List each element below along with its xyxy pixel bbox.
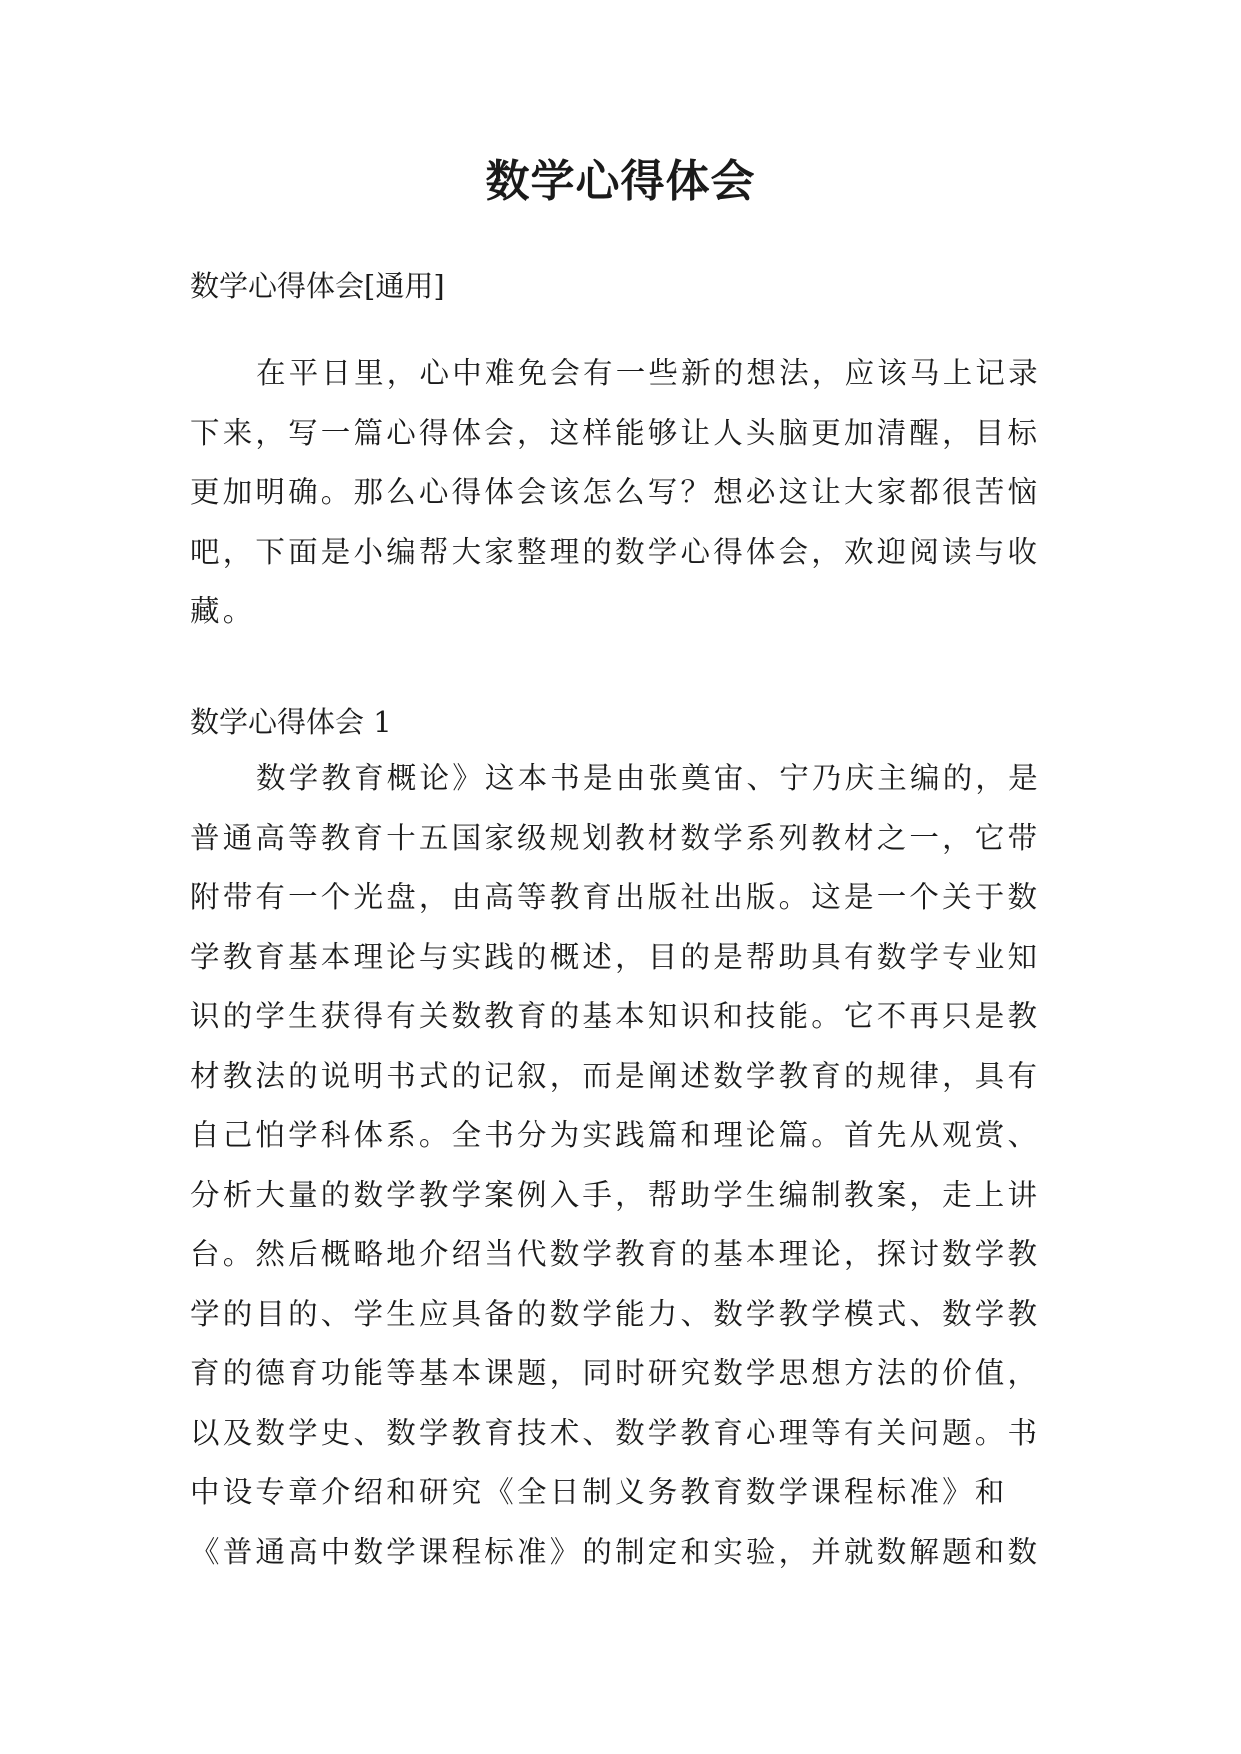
paragraph-line: 台。然后概略地介绍当代数学教育的基本理论，探讨数学教 xyxy=(190,1237,1041,1271)
paragraph-line: 分析大量的数学教学案例入手，帮助学生编制教案，走上讲 xyxy=(190,1177,1041,1212)
body-paragraph xyxy=(190,749,1060,1582)
paragraph-line: 学的目的、学生应具备的数学能力、数学教学模式、数学教 xyxy=(190,1296,1041,1331)
paragraph-line: 自己怕学科体系。全书分为实践篇和理论篇。首先从观赏、 xyxy=(190,1118,1041,1152)
paragraph-line: 育的德育功能等基本课题，同时研究数学思想方法的价值， xyxy=(190,1356,1041,1390)
paragraph-line: 《普通高中数学课程标准》的制定和实验，并就数解题和数 xyxy=(190,1534,1041,1569)
paragraph-line: 下来，写一篇心得体会，这样能够让人头脑更加清醒，目标 xyxy=(190,415,1041,450)
intro-paragraph xyxy=(190,344,1060,642)
paragraph-line: 识的学生获得有关数教育的基本知识和技能。它不再只是教 xyxy=(190,999,1041,1033)
paragraph-line: 吧，下面是小编帮大家整理的数学心得体会，欢迎阅读与收 xyxy=(190,534,1041,569)
document-title: 数学心得体会 xyxy=(485,156,756,207)
paragraph-line: 材教法的说明书式的记叙，而是阐述数学教育的规律，具有 xyxy=(190,1058,1041,1093)
paragraph-line: 更加明确。那么心得体会该怎么写？想必这让大家都很苦恼 xyxy=(190,475,1041,509)
paragraph-line: 藏。 xyxy=(190,594,256,628)
paragraph-line: 在平日里，心中难免会有一些新的想法，应该马上记录 xyxy=(256,356,1041,390)
paragraph-line: 普通高等教育十五国家级规划教材数学系列教材之一，它带 xyxy=(190,820,1041,855)
paragraph-line: 中设专章介绍和研究《全日制义务教育数学课程标准》和 xyxy=(190,1475,1008,1509)
paragraph-line: 以及数学史、数学教育技术、数学教育心理等有关问题。书 xyxy=(190,1415,1041,1450)
paragraph-line: 附带有一个光盘，由高等教育出版社出版。这是一个关于数 xyxy=(190,880,1041,914)
paragraph-line: 学教育基本理论与实践的概述，目的是帮助具有数学专业知 xyxy=(190,939,1041,974)
paragraph-line: 数学教育概论》这本书是由张奠宙、宁乃庆主编的，是 xyxy=(256,761,1041,795)
section-heading-general: 数学心得体会[通用] xyxy=(190,269,445,303)
section-heading-1: 数学心得体会 1 xyxy=(190,705,392,739)
